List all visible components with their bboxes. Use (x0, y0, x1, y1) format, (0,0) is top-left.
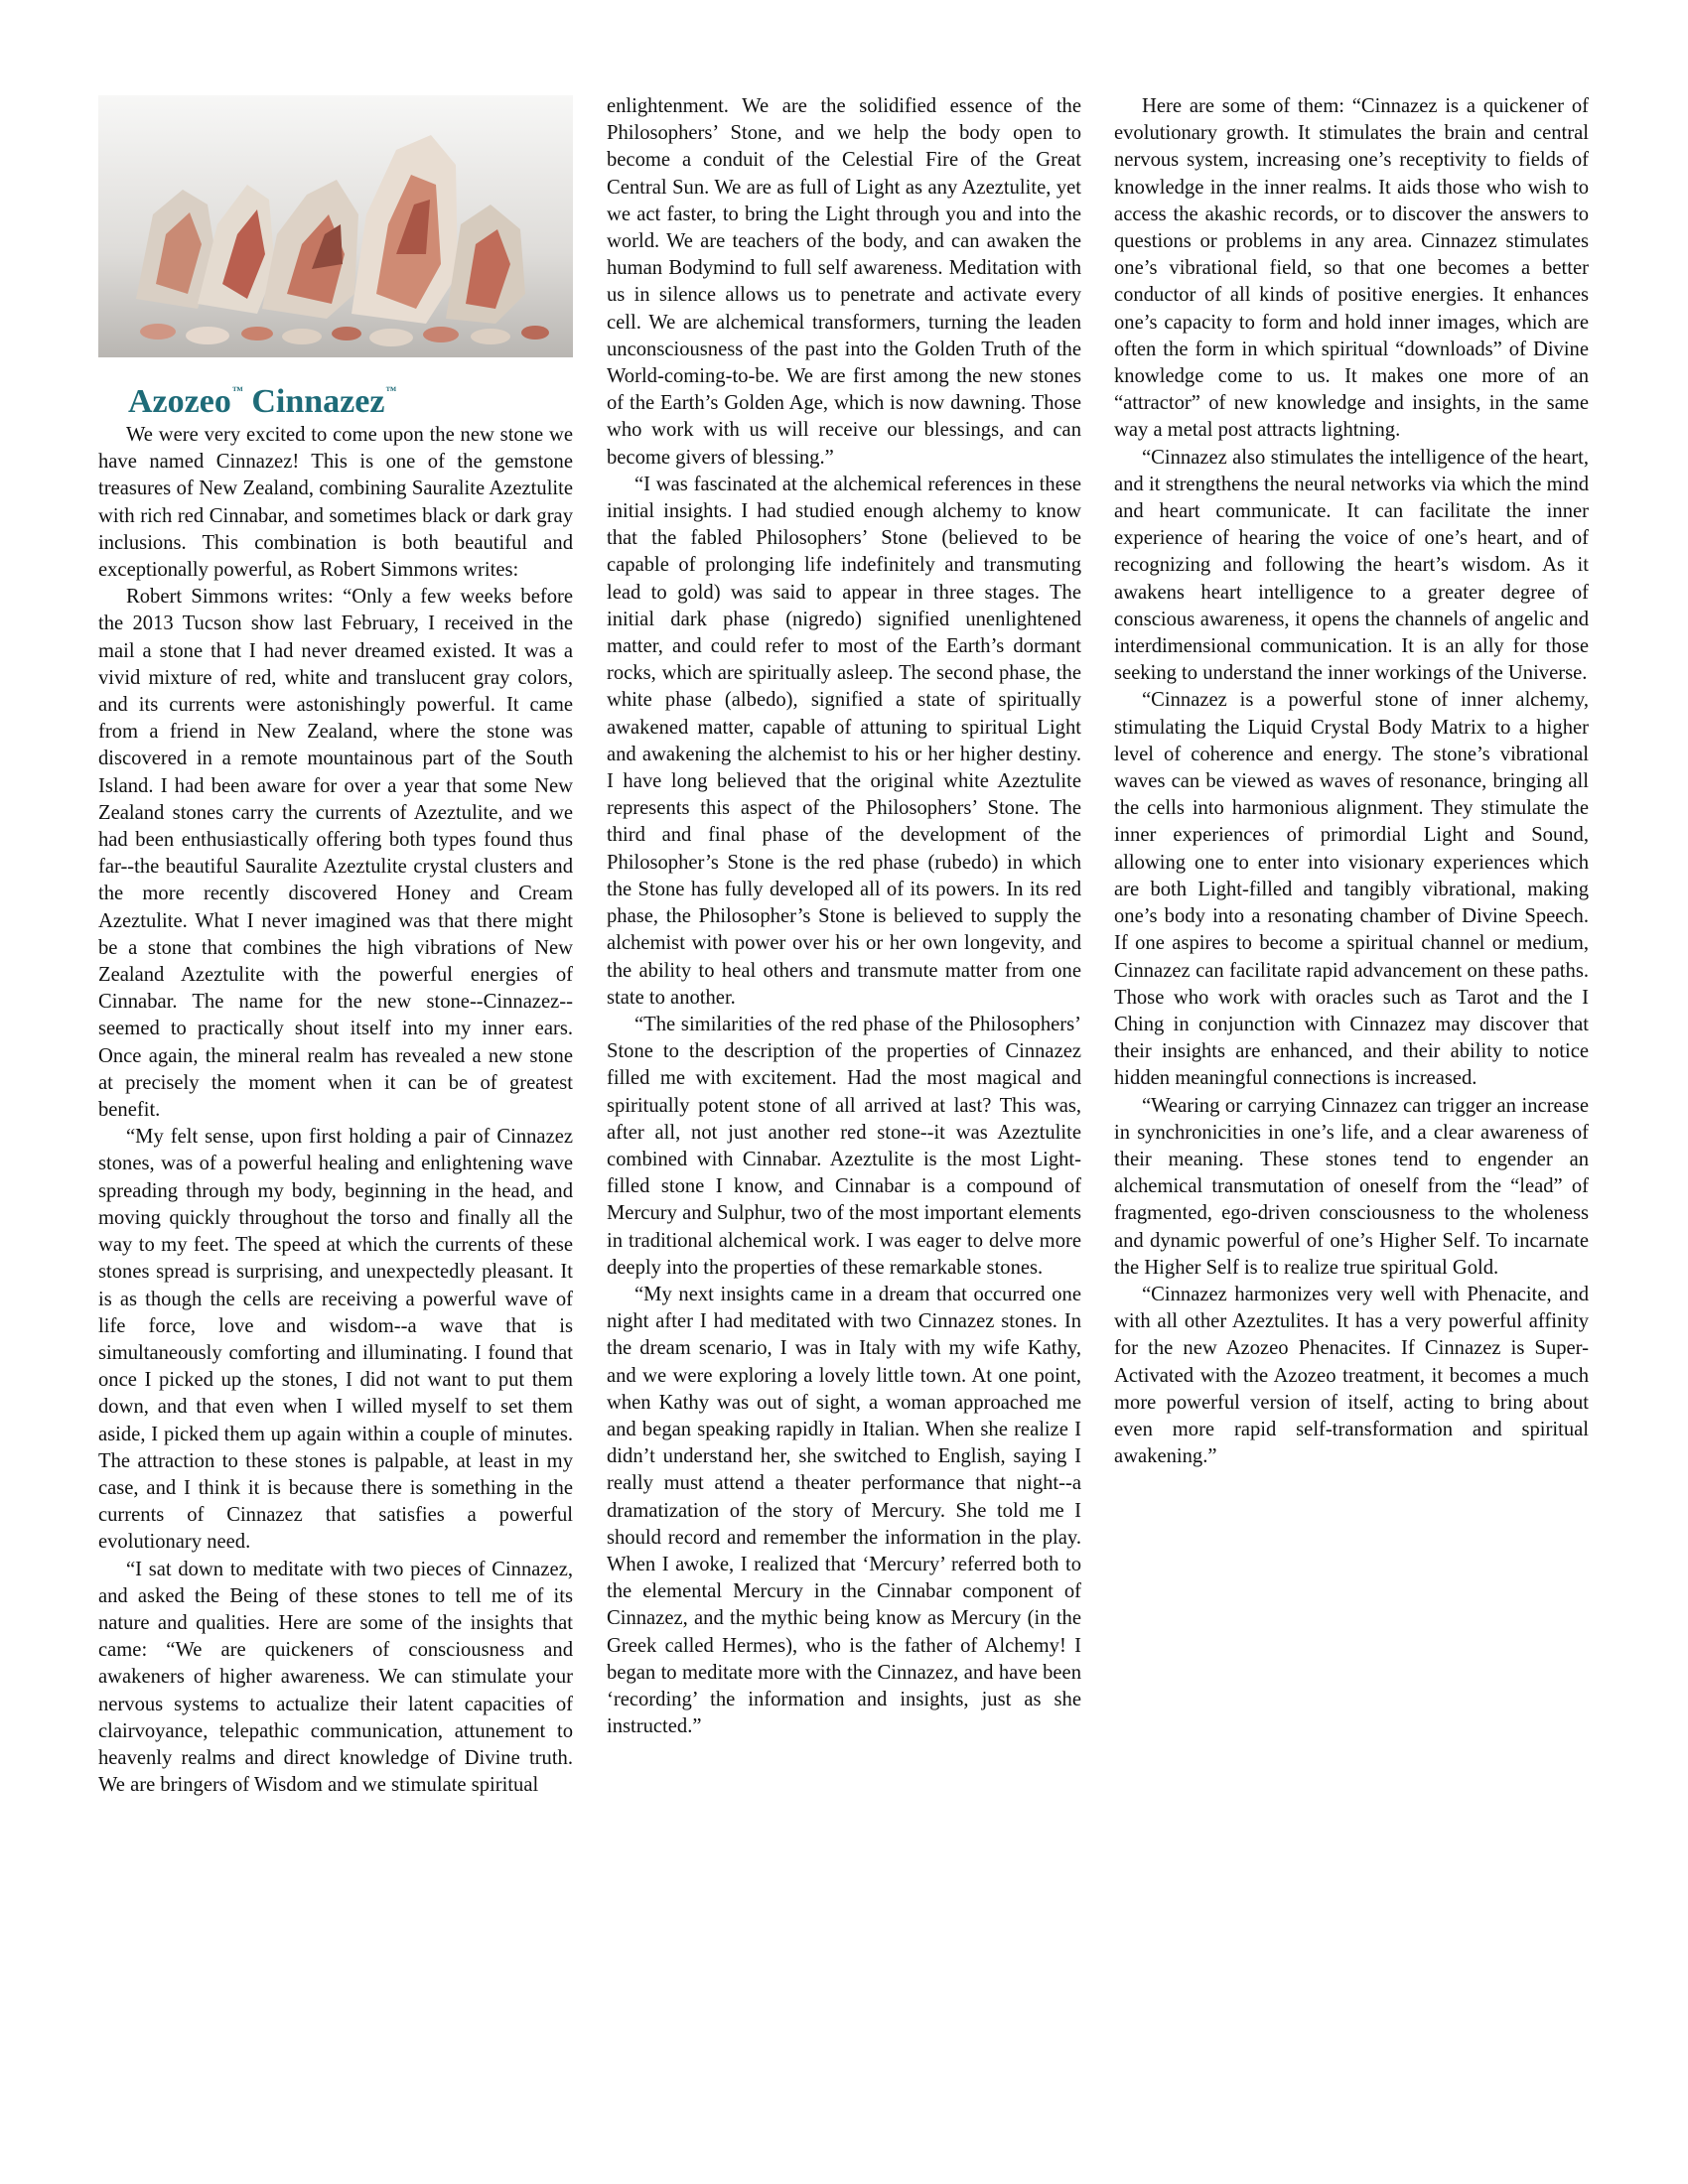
paragraph: “My next insights came in a dream that occurred one night after I had meditated with two Cinnazez stones. In the dream scenario, I was in Italy with my wife Kathy, and we were exploring a lovely little town. At one point, when Kathy was out of sight, a woman approached me and began speaking rapidly in Italian. When she realize I didn’t understand her, she switched to English, saying I really must attend a theater performance that night--a dramatization of the story of Mercury. She told me I should record and remember the information in the play. When I awoke, I realized that ‘Mercury’ referred both to the elemental Mercury in the Cinnabar component of Cinnazez, and the mythic being know as Mercury (in the Greek called Hermes), who is the father of Alchemy! I began to meditate more with the Cinnazez, and have been ‘recording’ the information and insights, just as she instructed.” (607, 1283, 1081, 1738)
paragraph: “Cinnazez is a powerful stone of inner alchemy, stimulating the Liquid Crystal Body Matrix to a higher level of coherence and energy. The stone’s vibrational waves can be viewed as waves of resonance, bringing all the cells into harmonious alignment. They stimulate the inner experiences of primordial Light and Sound, allowing one to enter into visionary experiences which are both Light-filled and tangibly vibrational, making one’s body into a resonating chamber of Divine Speech. If one aspires to become a spiritual channel or medium, Cinnazez can facilitate rapid advancement on these paths. Those who work with oracles such as Tarot and the I Ching in conjunction with Cinnazez may discover that their insights are enhanced, and their ability to notice hidden meaningful connections is increased. (1114, 689, 1589, 1090)
cinnazez-stones-photo (98, 95, 573, 357)
column-2 (607, 93, 1081, 1740)
paragraph: “The similarities of the red phase of the Philosophers’ Stone to the description of the properties of Cinnazez filled me with excitement. Had the most magical and spiritually potent stone of all arrived at last? This was, after all, not just another red stone--it was Azeztulite combined with Cinnabar. Azeztulite is the most Light-filled stone I know, and Cinnabar is a compound of Mercury and Sulphur, two of the most important elements in traditional alchemical work. I was eager to delve more deeply into the properties of these remarkable stones. (607, 1013, 1081, 1279)
paragraph: Here are some of them: “Cinnazez is a quickener of evolutionary growth. It stimulates the brain and central nervous system, increasing one’s receptivity to fields of knowledge in the inner realms. It aids those who wish to access the akashic records, or to discover the answers to questions or problems in any area. Cinnazez stimulates one’s vibrational field, so that one becomes a better conductor of all kinds of positive energies. It enhances one’s capacity to form and hold inner images, which are often the form in which spiritual “downloads” of Divine knowledge come to us. It makes one more of an “attractor” of new knowledge and insights, in the same way a metal post attracts lightning. (1114, 95, 1589, 442)
paragraph: “Cinnazez harmonizes very well with Phenacite, and with all other Azeztulites. It has a very powerful affinity for the new Azozeo Phenacites. If Cinnazez is Super-Activated with the Azozeo treatment, it becomes a much more powerful version of itself, acting to bring about even more rapid self-transformation and spiritual awakening.” (1114, 1283, 1589, 1468)
paragraph: Robert Simmons writes: “Only a few weeks before the 2013 Tucson show last February, I received in the mail a stone that I had never dreamed existed. It was a vivid mixture of red, white and translucent gray colors, and its currents were astonishingly powerful. It came from a friend in New Zealand, where the stone was discovered in a remote mountainous part of the South Island. I had been aware for over a year that some New Zealand stones carry the currents of Azeztulite, and we had been enthusiastically offering both types found thus far--the beautiful Sauralite Azeztulite crystal clusters and the more recently discovered Honey and Cream Azeztulite. What I never imagined was that there might be a stone that combines the high vibrations of New Zealand Azeztulite with the powerful energies of Cinnabar. The name for the new stone--Cinnazez--seemed to practically shout itself into my inner ears. Once again, the mineral realm has revealed a new stone at precisely the moment when it can be of greatest benefit. (98, 586, 573, 1122)
paragraph: “My felt sense, upon first holding a pair of Cinnazez stones, was of a powerful healing and enlightening wave spreading through my body, beginning in the head, and moving quickly throughout the torso and finally all the way to my feet. The speed at which the currents of these stones spread is surprising, and unexpectedly pleasant. It is as though the cells are receiving a powerful wave of life force, love and wisdom--a wave that is simultaneously comforting and illuminating. I found that once I picked up the stones, I did not want to put them down, and that even when I willed myself to set them aside, I picked them up again within a couple of minutes. The attraction to these stones is palpable, at least in my case, and I think it is because there is something in the currents of Cinnazez that satisfies a powerful evolutionary need. (98, 1126, 573, 1554)
paragraph: We were very excited to come upon the new stone we have named Cinnazez! This is one of the gemstone treasures of New Zealand, combining Sauralite Azeztulite with rich red Cinnabar, and sometimes black or dark gray inclusions. This combination is both beautiful and exceptionally powerful, as Robert Simmons writes: (98, 424, 573, 582)
paragraph: “I was fascinated at the alchemical references in these initial insights. I had studied enough alchemy to know that the fabled Philosophers’ Stone (believed to be capable of prolonging life indefinitely and transmuting lead to gold) was said to appear in three stages. The initial dark phase (nigredo) signified unenlightened matter, and could refer to most of the Earth’s dormant rocks, which are spiritually asleep. The second phase, the white phase (albedo), signified a state of spiritually awakened matter, capable of attuning to spiritual Light and awakening the alchemist to his or her higher destiny. I have long believed that the original white Azeztulite represents this aspect of the Philosophers’ Stone. The third and final phase of the development of the Philosopher’s Stone is the red phase (rubedo) in which the Stone has fully developed all of its powers. In its red phase, the Philosopher’s Stone is believed to supply the alchemist with power over his or her own longevity, and the ability to heal others and transmute matter from one state to another. (607, 473, 1081, 1009)
column-1 (98, 95, 573, 1799)
paragraph: “Cinnazez also stimulates the intelligence of the heart, and it strengthens the neural networks via which the mind and heart communicate. It can facilitate the inner experience of hearing the voice of one’s heart, and of recognizing and following the heart’s wisdom. As it awakens heart intelligence to a greater degree of conscious awareness, it opens the channels of angelic and interdimensional communication. It is an ally for those seeking to understand the inner workings of the Universe. (1114, 446, 1589, 685)
column-3 (1114, 93, 1589, 1470)
paragraph: “Wearing or carrying Cinnazez can trigger an increase in synchronicities in one’s life, and a clear awareness of their meaning. These stones tend to engender an alchemical transmutation of oneself from the “lead” of fragmented, ego-driven consciousness to the wholeness and dynamic powerful of one’s Higher Self. To incarnate the Higher Self is to realize true spiritual Gold. (1114, 1094, 1589, 1279)
paragraph: enlightenment. We are the solidified essence of the Philosophers’ Stone, and we help the body open to become a conduit of the Celestial Fire of the Great Central Sun. We are as full of Light as any Azeztulite, yet we act faster, to bring the Light through you and into the world. We are teachers of the body, and can awaken the human Bodymind to full self awareness. Meditation with us in silence allows us to penetrate and activate every cell. We are alchemical transformers, turning the leaden unconsciousness of the past into the Golden Truth of the World-coming-to-be. We are first among the new stones of the Earth’s Golden Age, which is now dawning. Those who work with us will receive our blessings, and can become givers of blessing.” (607, 95, 1081, 469)
article-title: Azozeo™ Cinnazez™ (128, 383, 397, 420)
paragraph: “I sat down to meditate with two pieces of Cinnazez, and asked the Being of these stones to tell me of its nature and qualities. Here are some of the insights that came: “We are quickeners of consciousness and awakeners of higher awareness. We can stimulate your nervous systems to actualize their latent capacities of clairvoyance, telepathic communication, attunement to heavenly realms and direct knowledge of Divine truth. We are bringers of Wisdom and we stimulate spiritual (98, 1558, 573, 1797)
